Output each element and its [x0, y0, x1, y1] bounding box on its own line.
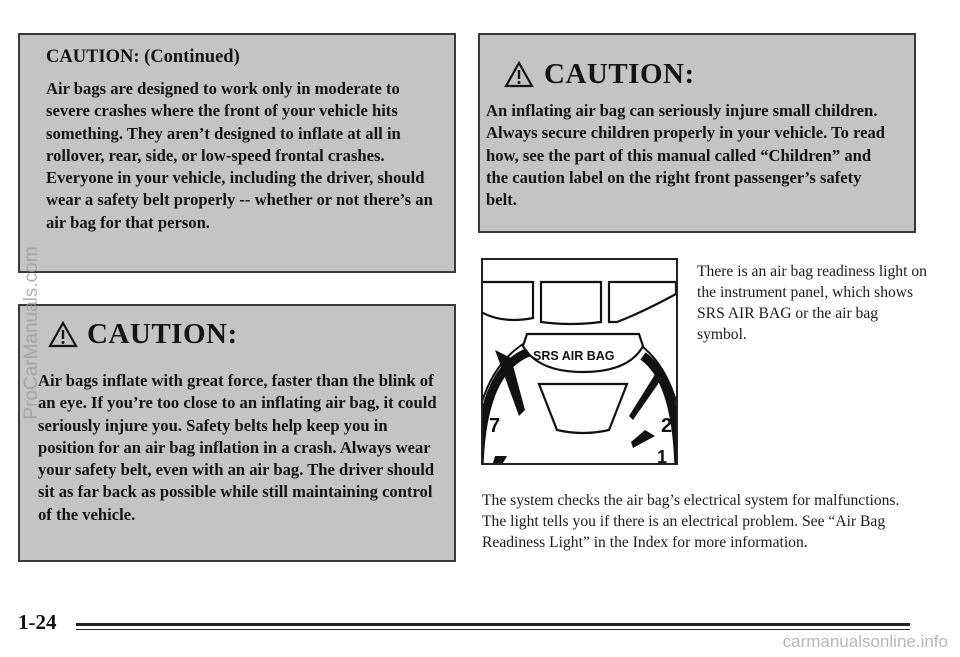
bottom-watermark: carmanualsonline.info: [782, 632, 948, 651]
gauge-number-right-top: 2: [661, 415, 673, 437]
readiness-light-paragraph: There is an air bag readiness light on the instrument panel, which shows SRS AIR BAG or the air bag symbol.: [697, 263, 927, 343]
caution-children-text: An inflating air bag can seriously injure small children. Always secure children properly in your vehicle. To read how, see the part of this manual called “Children” and the caution label on the right front passenger’s safety belt.: [486, 101, 886, 210]
system-check-paragraph: The system checks the air bag’s electrical system for malfunctions. The light tells you if there is an electrical problem. See “Air Bag Readiness Light” in the Index for more information.: [482, 492, 900, 551]
footer-rule-thick: [76, 623, 910, 626]
srs-airbag-label: SRS AIR BAG: [533, 349, 615, 363]
warning-triangle-icon: [504, 61, 534, 88]
page-number: 1-24: [18, 610, 57, 634]
caution-force-text: Air bags inflate with great force, faster than the blink of an eye. If you’re too close to an inflating air bag, it could seriously injure you. Safety belts help keep you in position for an air bag inflation in a crash. Always wear your safety belt, even with an air bag. The driver should sit as far back as possible while still maintaining control of the vehicle.: [38, 371, 437, 524]
caution-continued-title: CAUTION: (Continued): [46, 47, 240, 67]
airbag-readiness-light-illustration: [481, 258, 678, 465]
warning-triangle-icon: [48, 321, 78, 348]
instrument-cluster-drawing: [483, 260, 676, 463]
caution-force-title: CAUTION:: [87, 318, 238, 350]
gauge-number-left: 7: [489, 415, 501, 437]
footer-rule-thin: [76, 629, 910, 630]
gauge-number-right-bottom: 1: [657, 447, 668, 463]
caution-children-title: CAUTION:: [544, 58, 695, 90]
side-watermark: ProCarManuals.com: [21, 246, 42, 420]
caution-continued-text: Air bags are designed to work only in moderate to severe crashes where the front of your vehicle hits something. They aren’t designed to inflate at all in rollover, rear, side, or low-speed frontal crashes. Everyone in your vehicle, including the driver, should wear a safety belt properly -- whether or not there’s an air bag for that person.: [46, 79, 433, 232]
